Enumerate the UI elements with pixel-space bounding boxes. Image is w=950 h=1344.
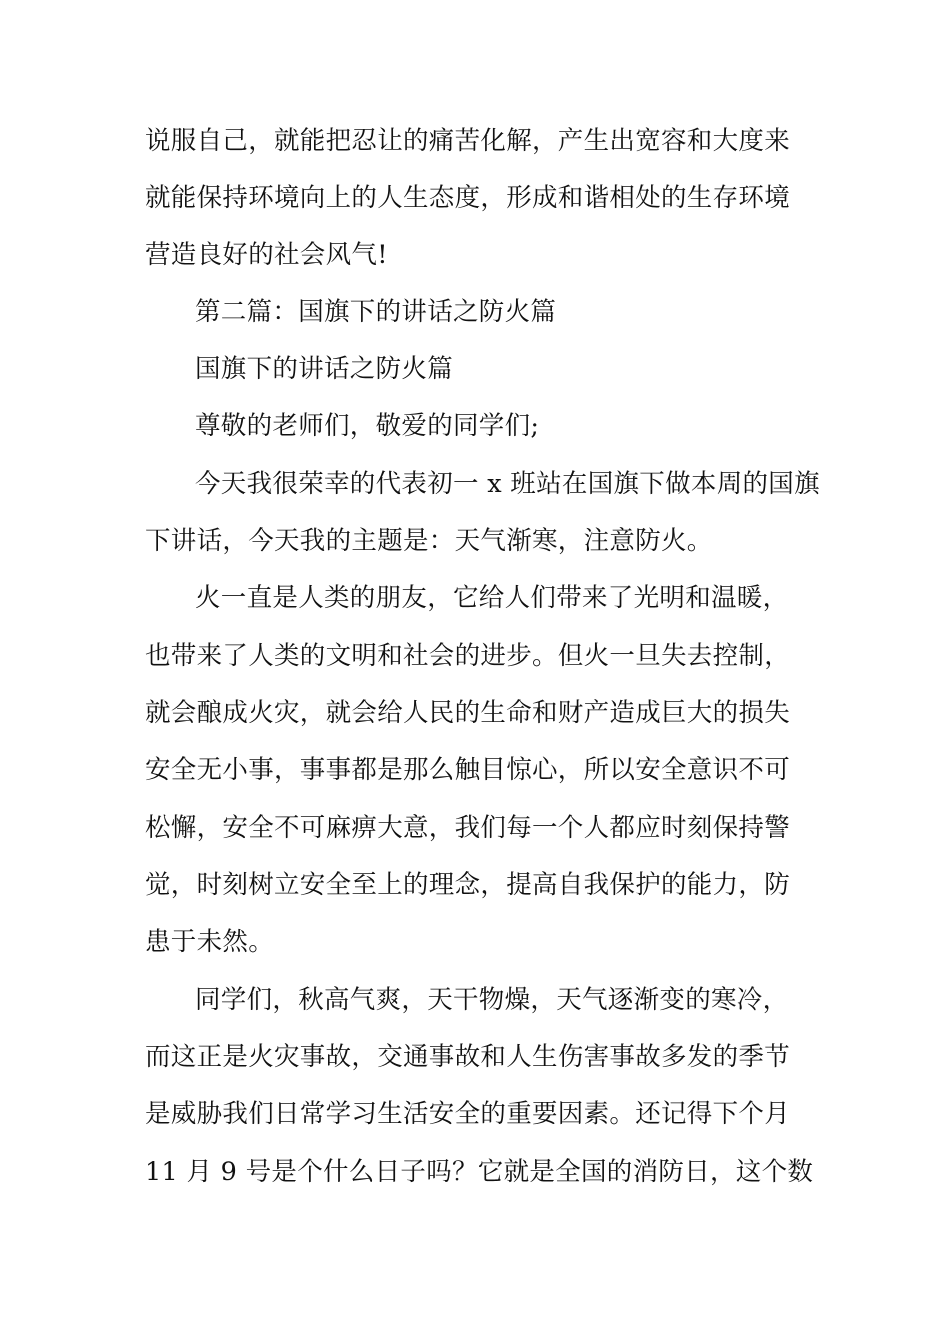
text-line: 安全无小事，事事都是那么触目惊心，所以安全意识不可 (145, 755, 791, 785)
text-line: 说服自己，就能把忍让的痛苦化解，产生出宽容和大度来 (145, 126, 791, 156)
text-line: 下讲话，今天我的主题是：天气渐寒，注意防火。 (145, 526, 713, 556)
text-line: 就会酿成火灾，就会给人民的生命和财产造成巨大的损失 (145, 698, 791, 728)
text-line: 而这正是火灾事故，交通事故和人生伤害事故多发的季节 (145, 1042, 791, 1072)
text-line: 同学们，秋高气爽，天干物燥，天气逐渐变的寒冷， (195, 985, 789, 1015)
text-line: 今天我很荣幸的代表初一 x 班站在国旗下做本周的国旗 (195, 469, 820, 499)
text-line: 11 月 9 号是个什么日子吗？它就是全国的消防日，这个数 (145, 1157, 814, 1187)
section-heading: 第二篇：国旗下的讲话之防火篇 (195, 297, 557, 327)
text-line: 营造良好的社会风气! (145, 240, 388, 270)
text-line: 就能保持环境向上的人生态度，形成和谐相处的生存环境 (145, 183, 791, 213)
text-line: 是威胁我们日常学习生活安全的重要因素。还记得下个月 (145, 1099, 791, 1129)
text-line: 也带来了人类的文明和社会的进步。但火一旦失去控制， (145, 641, 791, 671)
salutation: 尊敬的老师们，敬爱的同学们; (195, 411, 540, 441)
text-line: 觉，时刻树立安全至上的理念，提高自我保护的能力，防 (145, 870, 791, 900)
section-subtitle: 国旗下的讲话之防火篇 (195, 354, 454, 384)
text-line: 松懈，安全不可麻痹大意，我们每一个人都应时刻保持警 (145, 813, 791, 843)
text-line: 患于未然。 (145, 927, 275, 957)
text-line: 火一直是人类的朋友，它给人们带来了光明和温暖， (195, 583, 789, 613)
